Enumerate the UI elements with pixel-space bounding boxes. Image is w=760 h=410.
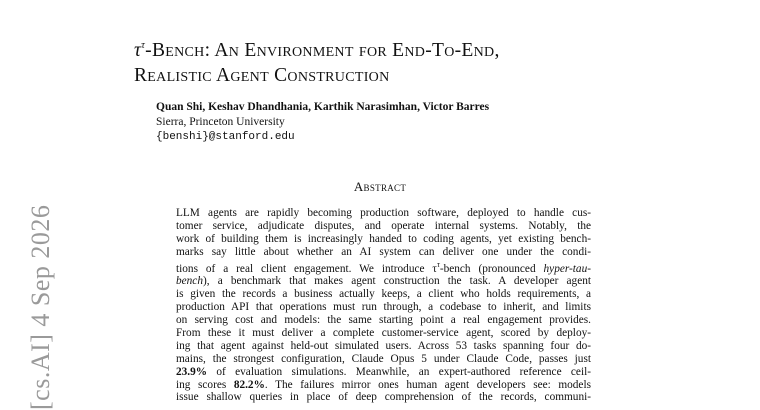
abstract-line: bench), a benchmark that makes agent construction the task. A developer agent (176, 275, 591, 288)
abstract-heading: Abstract (353, 179, 407, 194)
title-line-2: Realistic Agent Construction (134, 65, 390, 86)
abstract-body (176, 207, 591, 404)
abstract-line: production API that operations must run through, a codebase to inherit, and limits (176, 301, 591, 314)
abstract-line: tions of a real client engagement. We introduce $\tau^\tau$-bench (pronounced hyper-tau- (176, 259, 591, 275)
abstract-line: mains, the strongest configuration, Claude Opus 5 under Claude Code, passes just (176, 352, 591, 365)
abstract-line: ing that agent against held-out simulated users. Across 53 tasks spanning four do- (176, 339, 591, 352)
abstract-line: 23.9% of evaluation simulations. Meanwhile, an expert-authored reference ceil- (176, 365, 591, 378)
title-line-1 (134, 33, 694, 63)
affiliation: Sierra, Princeton University (156, 116, 285, 128)
paper-title (134, 33, 694, 88)
abstract-line: marks say little about whether an AI system can deliver one under the condi- (176, 245, 591, 258)
abstract-line: on serving cost and models: the same starting point a real engagement provides. (176, 314, 591, 327)
abstract-line: From these it must deliver a complete customer-service agent, scored by deploy- (176, 326, 591, 339)
abstract-line: LLM agents are rapidly becoming production software, deployed to handle cus- (176, 207, 591, 219)
abstract-line: is given the records a business actually keeps, a client who holds requirements, a (176, 288, 591, 301)
abstract-line: work of building them is increasingly handed to coding agents, yet existing bench- (176, 232, 591, 245)
email-address[interactable]: {benshi}@stanford.edu (156, 131, 295, 143)
title-line-1-text: -Bench: An Environment for End-To-End, (145, 40, 500, 61)
abstract-line: tomer service, adjudicate disputes, and operate internal systems. Notably, the (176, 219, 591, 232)
abstract-line: issue shallow queries in place of deep comprehension of the records, communi- (176, 391, 591, 404)
arxiv-stamp: [cs.AI] 4 Sep 2026 (26, 204, 55, 410)
tau-symbol: $\tau^\tau$ (134, 40, 146, 61)
abstract-line: ing scores 82.2%. The failures mirror ones human agent developers see: models (176, 378, 591, 391)
author-list: Quan Shi, Keshav Dhandhania, Karthik Narasimhan, Victor Barres (156, 101, 490, 113)
